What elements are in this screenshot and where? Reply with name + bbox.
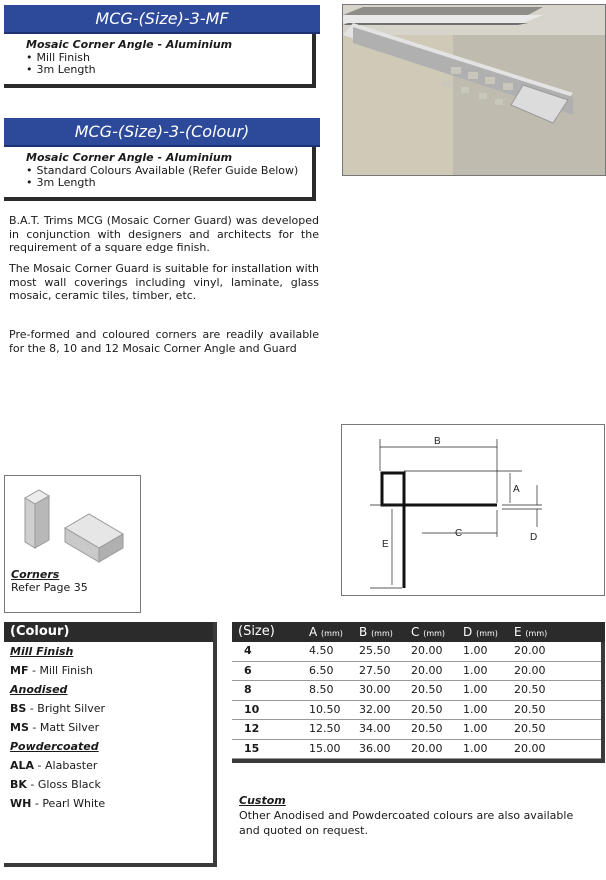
colour-item: MS - Matt Silver [10,721,100,734]
custom-title: Custom [239,794,286,807]
colour-name: Alabaster [45,759,98,772]
size-cell: 15 [244,741,260,755]
product-code-header: MCG-(Size)-3-(Colour) [4,118,320,147]
size-cell: 12 [244,722,260,735]
dimension-cell: 20.00 [514,741,546,755]
colour-guide-header: (Colour) [4,622,213,642]
dimension-cell: 20.50 [514,683,546,696]
table-row [232,720,601,740]
colour-list [4,642,213,813]
dimension-cell: 20.00 [411,644,443,657]
colour-section-title: Powdercoated [10,740,99,753]
dimension-cell: 1.00 [463,722,488,735]
dimension-cell: 20.50 [411,683,443,696]
colour-code: WH [10,797,32,810]
dimension-cell: 1.00 [463,741,488,755]
size-cell: 8 [244,683,252,696]
table-row [232,681,601,701]
dim-label-d: D [530,532,538,543]
size-cell: 10 [244,702,260,716]
colour-code: BK [10,778,27,791]
bullet: • Standard Colours Available (Refer Guide Below) [26,165,312,178]
size-cell: 4 [244,644,252,657]
dimension-cell: 20.50 [411,722,443,735]
colour-code: MS [10,721,29,734]
col-header-e: E (mm) [514,625,548,639]
colour-name: Mill Finish [39,664,93,677]
dimension-cell: 32.00 [359,702,391,716]
colour-item: BS - Bright Silver [10,702,106,715]
dimension-cell: 20.00 [514,644,546,657]
dim-label-a: A [513,484,520,495]
corners-box [4,475,141,613]
colour-name: Pearl White [42,797,106,810]
dimension-cell: 25.50 [359,644,391,657]
dimension-cell: 10.50 [309,702,341,716]
dimension-cell: 20.00 [514,663,546,677]
colour-section-title: Mill Finish [10,645,74,658]
colour-section-title: Anodised [10,683,68,696]
dimension-cell: 1.00 [463,663,488,677]
dimension-cell: 1.00 [463,644,488,657]
product-title: Mosaic Corner Angle - Aluminium [26,151,233,164]
colour-code: BS [10,702,27,715]
dimension-cell: 8.50 [309,683,334,696]
corners-reference: Refer Page 35 [11,581,88,594]
product-title: Mosaic Corner Angle - Aluminium [26,38,233,51]
col-header-b: B (mm) [359,625,393,639]
product-spec-box [4,147,316,201]
dimension-cell: 20.00 [411,663,443,677]
bullet: • 3m Length [26,177,312,190]
dimension-cell: 6.50 [309,663,334,677]
size-table-body [232,642,605,763]
col-header-d: D (mm) [463,625,498,639]
dimension-cell: 1.00 [463,702,488,716]
dimension-cell: 20.50 [514,702,546,716]
table-row [232,740,601,760]
description-paragraph: B.A.T. Trims MCG (Mosaic Corner Guard) was developed in conjunction with designers and architects for the requirement of a square edge finish. [9,214,319,254]
colour-name: Matt Silver [39,721,100,734]
dimension-cell: 20.50 [514,722,546,735]
bullet: • Mill Finish [26,52,312,65]
dimension-cell: 34.00 [359,722,391,735]
dim-label-b: B [434,436,441,447]
colour-name: Gloss Black [37,778,101,791]
size-table-header [232,622,605,642]
table-row [232,662,601,682]
colour-item: MF - Mill Finish [10,664,93,677]
dimension-cell: 20.50 [411,702,443,716]
colour-item: ALA - Alabaster [10,759,98,772]
colour-guide-panel [4,622,217,867]
dimension-cell: 1.00 [463,683,488,696]
col-header-a: A (mm) [309,625,343,639]
profile-dimension-drawing [341,424,605,596]
description-paragraph: Pre-formed and coloured corners are readily available for the 8, 10 and 12 Mosaic Corner Angle and Guard [9,328,319,355]
size-table [232,622,605,763]
size-cell: 6 [244,663,252,677]
bullet: • 3m Length [26,64,312,77]
col-header-c: C (mm) [411,625,446,639]
dim-label-c: C [455,528,463,539]
table-row [232,642,601,662]
corner-pieces-image [5,476,140,566]
colour-code: ALA [10,759,35,772]
custom-text: Other Anodised and Powdercoated colours are also available and quoted on request. [239,809,574,837]
colour-code: MF [10,664,29,677]
table-row [232,701,601,721]
dim-label-e: E [382,539,389,550]
size-column-header: (Size) [238,624,275,639]
description-paragraph: The Mosaic Corner Guard is suitable for installation with most wall coverings including vinyl, laminate, glass mosaic, ceramic tiles, timber, etc. [9,262,319,302]
dimension-cell: 15.00 [309,741,341,755]
dimension-cell: 20.00 [411,741,443,755]
dimension-cell: 27.50 [359,663,391,677]
corners-title: Corners [11,568,60,581]
dimension-cell: 36.00 [359,741,391,755]
product-code-header: MCG-(Size)-3-MF [4,5,320,34]
colour-item: BK - Gloss Black [10,778,101,791]
colour-item: WH - Pearl White [10,797,106,810]
product-spec-box [4,34,316,88]
product-photo [342,4,606,176]
custom-note [239,793,579,838]
dimension-cell: 30.00 [359,683,391,696]
dimension-cell: 12.50 [309,722,341,735]
dimension-cell: 4.50 [309,644,334,657]
colour-name: Bright Silver [37,702,106,715]
